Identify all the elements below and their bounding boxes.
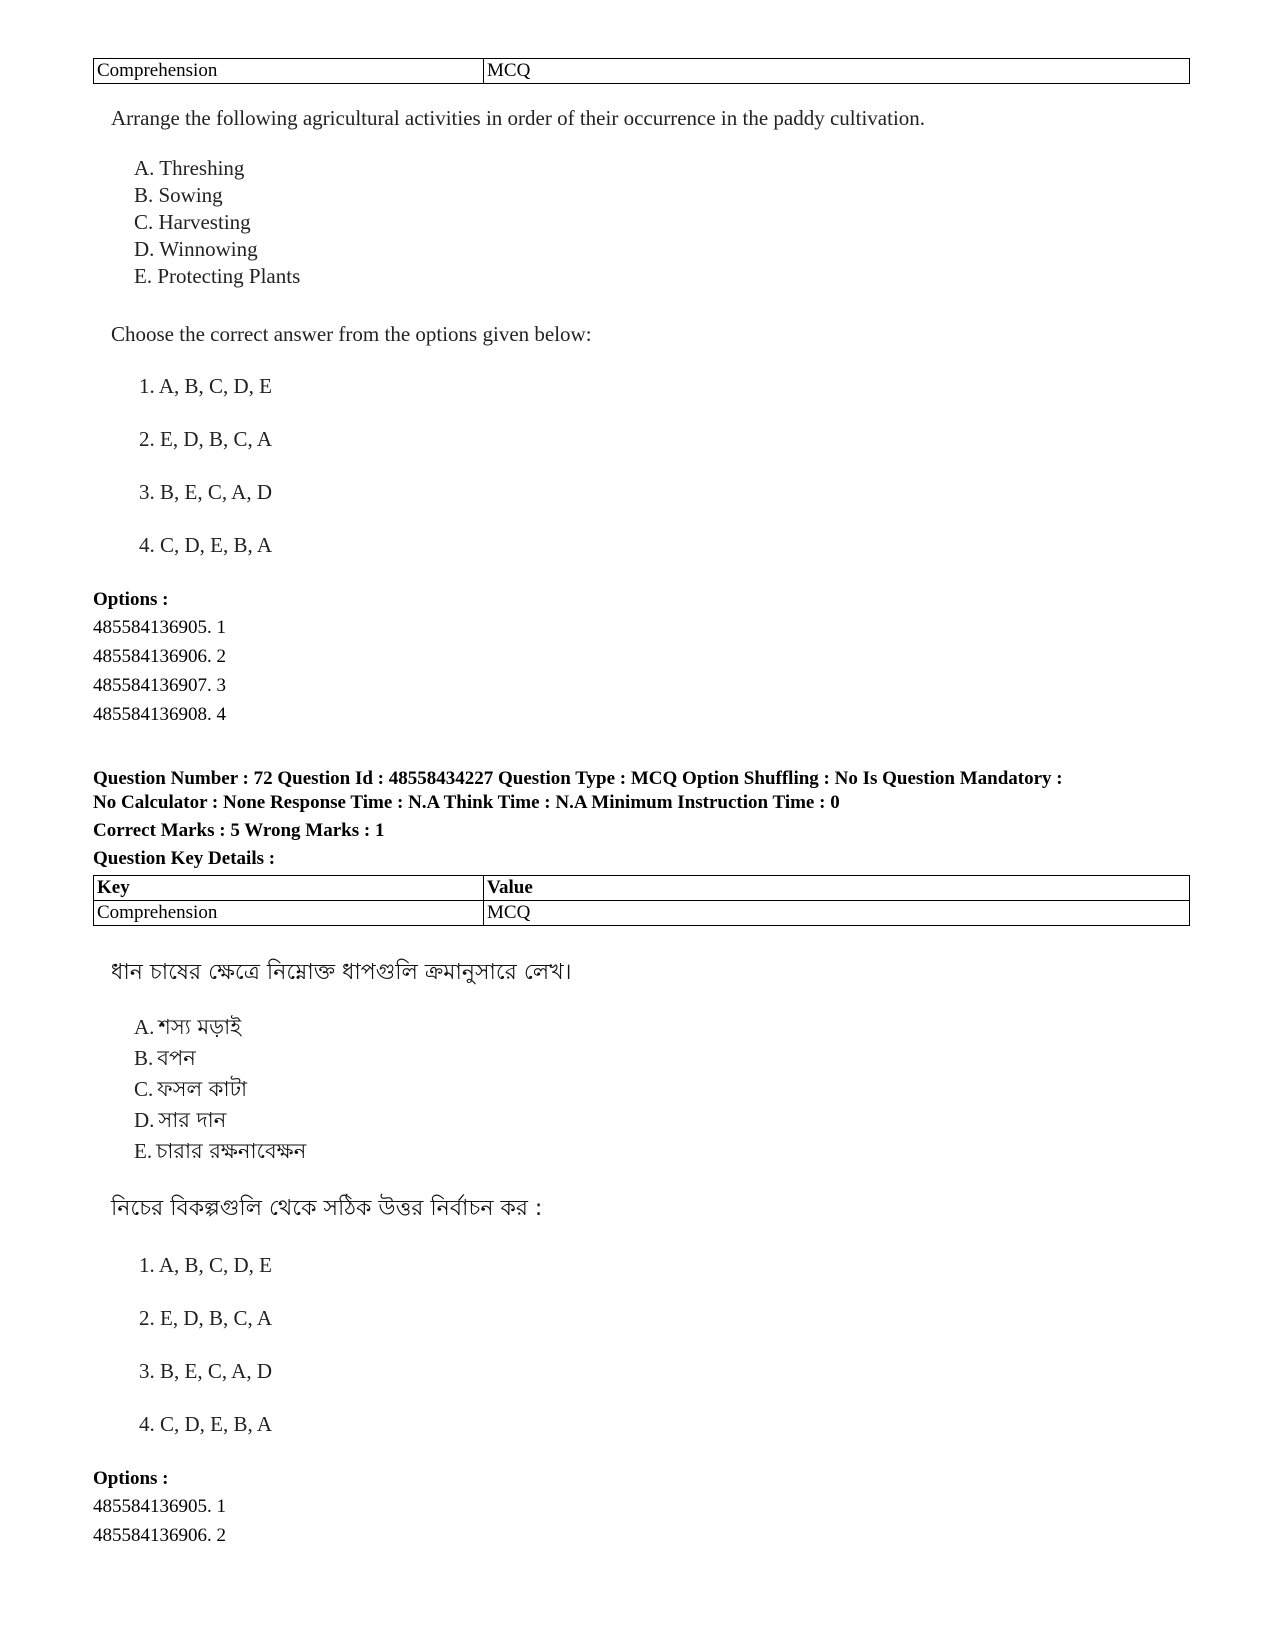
answer-choice: 3. B, E, C, A, D xyxy=(139,1359,273,1383)
list-item xyxy=(134,1073,247,1108)
item-text: শস্য মড়াই xyxy=(158,1015,242,1039)
question-key-table xyxy=(93,58,1190,84)
question-meta xyxy=(93,767,1203,815)
option-id: 485584136905. 1 xyxy=(93,1496,226,1517)
item-letter: A. xyxy=(134,1015,155,1039)
key-cell: Comprehension xyxy=(94,901,484,926)
answer-choice: 2. E, D, B, C, A xyxy=(139,1306,273,1330)
value-cell: MCQ xyxy=(484,59,1190,84)
list-item: A. Threshing xyxy=(134,156,245,180)
item-letter: B. xyxy=(134,1046,154,1070)
list-item xyxy=(134,1135,306,1170)
choose-instruction: Choose the correct answer from the options given below: xyxy=(111,322,592,346)
item-text: ফসল কাটা xyxy=(157,1077,248,1101)
list-item xyxy=(134,1104,226,1139)
list-item: E. Protecting Plants xyxy=(134,264,301,288)
list-item: B. Sowing xyxy=(134,183,223,207)
table-header-row xyxy=(94,876,1190,901)
question-stem: ধান চাষের ক্ষেত্রে নিম্নোক্ত ধাপগুলি ক্রমানুসারে লেখ। xyxy=(111,960,572,985)
answer-choice: 1. A, B, C, D, E xyxy=(139,1253,273,1277)
table-row xyxy=(94,901,1190,926)
answer-choice: 4. C, D, E, B, A xyxy=(139,533,273,557)
question-key-table xyxy=(93,875,1190,926)
question-meta-line: Question Number : 72 Question Id : 48558434227 Question Type : MCQ Option Shuffling : No Is Question Mandatory : xyxy=(93,768,1063,789)
marks-line: Correct Marks : 5 Wrong Marks : 1 xyxy=(93,820,385,841)
answer-choice: 2. E, D, B, C, A xyxy=(139,427,273,451)
options-label: Options : xyxy=(93,1468,169,1489)
list-item: D. Winnowing xyxy=(134,237,258,261)
table-row xyxy=(94,59,1190,84)
value-header: Value xyxy=(484,876,1190,901)
option-id: 485584136906. 2 xyxy=(93,1525,226,1546)
answer-choice: 4. C, D, E, B, A xyxy=(139,1412,273,1436)
item-letter: C. xyxy=(134,1077,154,1101)
list-item xyxy=(134,1011,241,1046)
answer-choice: 3. B, E, C, A, D xyxy=(139,480,273,504)
option-id: 485584136907. 3 xyxy=(93,675,226,696)
option-id: 485584136905. 1 xyxy=(93,617,226,638)
key-header: Key xyxy=(94,876,484,901)
item-letter: E. xyxy=(134,1139,153,1163)
item-letter: D. xyxy=(134,1108,155,1132)
option-id: 485584136908. 4 xyxy=(93,704,226,725)
question-meta-line: No Calculator : None Response Time : N.A Think Time : N.A Minimum Instruction Time : 0 xyxy=(93,792,840,813)
key-cell: Comprehension xyxy=(94,59,484,84)
list-item xyxy=(134,1042,196,1077)
item-text: চারার রক্ষনাবেক্ষন xyxy=(156,1139,307,1163)
list-item: C. Harvesting xyxy=(134,210,251,234)
option-id: 485584136906. 2 xyxy=(93,646,226,667)
value-cell: MCQ xyxy=(484,901,1190,926)
question-stem: Arrange the following agricultural activities in order of their occurrence in the paddy cultivation. xyxy=(111,106,926,130)
answer-choice: 1. A, B, C, D, E xyxy=(139,374,273,398)
item-text: বপন xyxy=(157,1046,196,1070)
options-label: Options : xyxy=(93,589,169,610)
item-text: সার দান xyxy=(158,1108,227,1132)
choose-instruction: নিচের বিকল্পগুলি থেকে সঠিক উত্তর নির্বাচন কর : xyxy=(111,1196,543,1221)
key-details-label: Question Key Details : xyxy=(93,848,276,869)
